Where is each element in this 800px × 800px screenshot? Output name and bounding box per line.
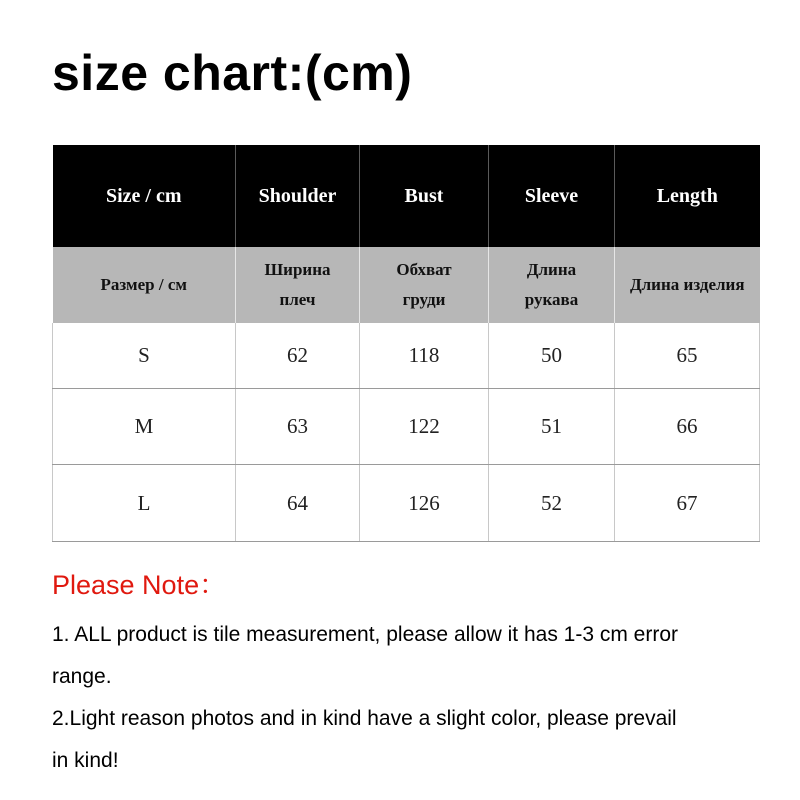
note-heading: Please Note：: [52, 570, 227, 600]
column-header-size: Size / cm: [53, 145, 236, 247]
table-cell-sleeve: 50: [489, 323, 615, 389]
column-header-sleeve: Sleeve: [489, 145, 615, 247]
table-cell-length: 67: [615, 465, 760, 542]
header-text: груди: [402, 290, 446, 309]
table-cell-sleeve: 51: [489, 389, 615, 465]
column-header-shoulder-ru: [236, 247, 360, 323]
table-cell-bust: 118: [360, 323, 489, 389]
column-header-length-ru: [615, 247, 760, 323]
note-line: 1. ALL product is tile measurement, please allow it has 1-3 cm error: [52, 623, 679, 646]
column-header-bust-ru: [360, 247, 489, 323]
table-cell-shoulder: 62: [236, 323, 360, 389]
header-text: Ширина: [264, 260, 331, 279]
table-cell-size: M: [53, 389, 236, 465]
table-cell-bust: 122: [360, 389, 489, 465]
table-cell-length: 66: [615, 389, 760, 465]
column-header-shoulder: Shoulder: [236, 145, 360, 247]
table-row: [53, 389, 760, 465]
column-header-length: Length: [615, 145, 760, 247]
header-text: плеч: [279, 290, 316, 309]
table-row: [53, 465, 760, 542]
header-text: Длина изделия: [629, 275, 745, 294]
table-cell-size: L: [53, 465, 236, 542]
column-header-size-ru: [53, 247, 236, 323]
page-title: size chart:(cm): [52, 45, 413, 101]
note-line: range.: [52, 665, 112, 688]
header-row-russian: [53, 247, 760, 323]
note-line: 2.Light reason photos and in kind have a slight color, please prevail: [52, 707, 677, 730]
size-table: [52, 145, 760, 542]
table-row: [53, 323, 760, 389]
header-text: Размер / см: [100, 275, 187, 294]
table-cell-bust: 126: [360, 465, 489, 542]
header-text: Обхват: [396, 260, 452, 279]
note-line: in kind!: [52, 749, 119, 772]
table-cell-shoulder: 63: [236, 389, 360, 465]
table-cell-sleeve: 52: [489, 465, 615, 542]
header-text: рукава: [524, 290, 579, 309]
column-header-sleeve-ru: [489, 247, 615, 323]
table-cell-size: S: [53, 323, 236, 389]
table-cell-length: 65: [615, 323, 760, 389]
table-cell-shoulder: 64: [236, 465, 360, 542]
header-text: Длина: [526, 260, 577, 279]
column-header-bust: Bust: [360, 145, 489, 247]
header-row-english: [53, 145, 760, 247]
